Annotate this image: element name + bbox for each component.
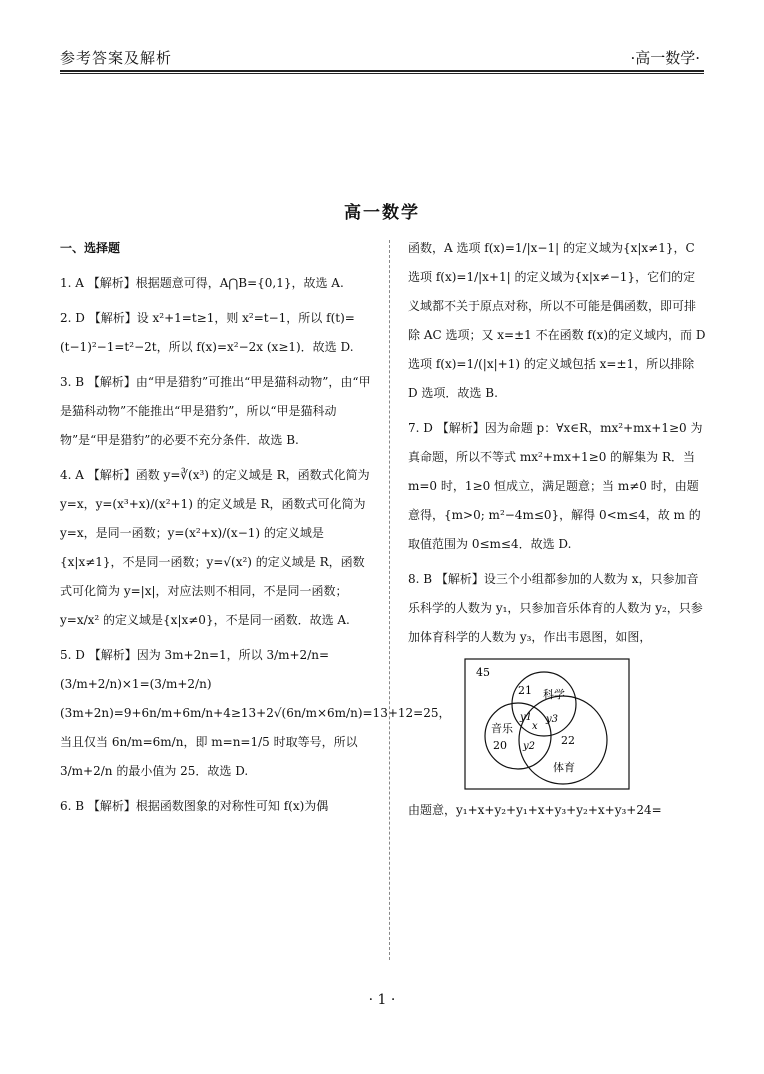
header-right: ·高一数学· [630, 49, 700, 67]
header-rule [60, 70, 704, 72]
column-divider [389, 240, 390, 960]
left-column [60, 234, 451, 827]
venn-x: x [532, 721, 538, 732]
header-rule-thin [60, 73, 704, 74]
venn-diagram [464, 658, 630, 790]
answer-8-equation: 由题意，y₁+x+y₂+y₁+x+y₃+y₂+x+y₃+24= [408, 803, 662, 817]
answer-7: 7. D 【解析】因为命题 p：∀x∈R，mx²+mx+1≥0 为真命题，所以不等式 mx²+mx+1≥0 的解集为 R．当 m=0 时，1≥0 恒成立，满足题意；当 m≠0 时，由题意得，{m>0; m²−4m≤0}，解得 0<m≤4，故 m 的取值范围为 0≤m≤4．故选 D. [408, 421, 703, 551]
venn-science-count: 21 [518, 684, 532, 697]
venn-sports-label: 体育 [553, 761, 575, 774]
venn-y3: y3 [546, 714, 559, 725]
answer-2: 2. D 【解析】设 x²+1=t≥1，则 x²=t−1，所以 f(t)=(t−1)²−1=t²−2t，所以 f(x)=x²−2x (x≥1)．故选 D. [60, 311, 355, 354]
section-heading: 一、选择题 [60, 241, 121, 255]
page-number: · 1 · [368, 992, 396, 1008]
header-left: 参考答案及解析 [60, 49, 173, 67]
answer-6-start: 6. B 【解析】根据函数图象的对称性可知 f(x)为偶 [60, 799, 329, 813]
venn-y2: y2 [523, 741, 536, 752]
venn-music-count: 20 [493, 739, 507, 752]
venn-y1: y1 [520, 712, 533, 723]
venn-outside-count: 45 [476, 666, 490, 679]
answer-8: 8. B 【解析】设三个小组都参加的人数为 x，只参加音乐科学的人数为 y₁，只参加音乐体育的人数为 y₂，只参加体育科学的人数为 y₃，作出韦恩图，如图， [408, 572, 703, 644]
answer-1: 1. A 【解析】根据题意可得，A⋂B={0,1}，故选 A. [60, 276, 344, 290]
answer-6-cont: 函数，A 选项 f(x)=1/|x−1| 的定义域为{x|x≠1}，C 选项 f(x)=1/|x+1| 的定义域为{x|x≠−1}，它们的定义域都不关于原点对称，所以不可能是偶函数，即可排除 AC 选项；又 x=±1 不在函数 f(x)的定义域内，而 D 选项 f(x)=1/(|x|+1) 的定义域包括 x=±1，所以排除 D 选项．故选 B. [408, 241, 706, 400]
venn-sports-count: 22 [561, 734, 575, 747]
page-title: 高一数学 [344, 203, 420, 223]
venn-music-label: 音乐 [491, 722, 513, 735]
answer-5: 5. D 【解析】因为 3m+2n=1，所以 3/m+2/n=(3/m+2/n)×1=(3/m+2/n)(3m+2n)=9+6n/m+6m/n+4≥13+2√(6n/m×6m/n)=13+12=25，当且仅当 6n/m=6m/n，即 m=n=1/5 时取等号，所以 3/m+2/n 的最小值为 25．故选 D. [60, 648, 451, 778]
answer-4: 4. A 【解析】函数 y=∛(x³) 的定义域是 R，函数式化简为 y=x，y=(x³+x)/(x²+1) 的定义域是 R，函数式可化简为 y=x，是同一函数；y=(x²+x)/(x−1) 的定义域是{x|x≠1}，不是同一函数；y=√(x²) 的定义域是 R，函数式可化简为 y=|x|，对应法则不相同，不是同一函数；y=x/x² 的定义域是{x|x≠0}，不是同一函数．故选 A. [60, 468, 370, 627]
right-column [408, 234, 706, 831]
venn-science-label: 科学 [543, 688, 565, 701]
answer-3: 3. B 【解析】由“甲是猎豹”可推出“甲是猫科动物”，由“甲是猫科动物”不能推出“甲是猎豹”，所以“甲是猫科动物”是“甲是猎豹”的必要不充分条件．故选 B. [60, 375, 371, 447]
